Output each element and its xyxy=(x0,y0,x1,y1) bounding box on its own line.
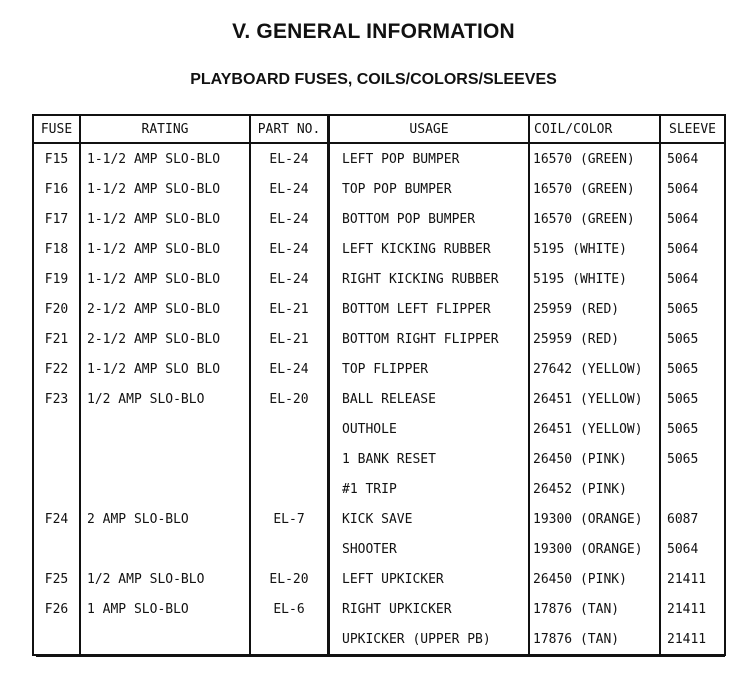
cell-part-no: EL-6 xyxy=(251,594,330,624)
cell-usage: OUTHOLE xyxy=(330,414,530,444)
cell-usage: LEFT KICKING RUBBER xyxy=(330,234,530,264)
table-row xyxy=(34,624,724,654)
cell-coil-color: 26451 (YELLOW) xyxy=(530,384,661,414)
table-row xyxy=(34,174,724,204)
cell-usage: BOTTOM RIGHT FLIPPER xyxy=(330,324,530,354)
cell-coil-color: 17876 (TAN) xyxy=(530,624,661,654)
cell-fuse: F15 xyxy=(34,144,81,174)
table-row xyxy=(34,294,724,324)
cell-sleeve: 21411 xyxy=(667,571,707,587)
cell-rating xyxy=(81,414,251,444)
cell-part-no xyxy=(251,414,330,444)
cell-usage: LEFT POP BUMPER xyxy=(330,144,530,174)
cell-part-no xyxy=(251,534,330,564)
header-rating: RATING xyxy=(81,116,251,144)
cell-usage: 1 BANK RESET xyxy=(330,444,530,474)
cell-fuse xyxy=(34,474,81,504)
cell-rating: 1/2 AMP SLO-BLO xyxy=(81,384,251,414)
cell-part-no xyxy=(251,444,330,474)
cell-sleeve: 5065 xyxy=(667,391,699,407)
header-part-no: PART NO. xyxy=(251,116,330,144)
cell-sleeve: 5065 xyxy=(667,451,699,467)
cell-coil-color: 16570 (GREEN) xyxy=(530,144,661,174)
cell-part-no: EL-24 xyxy=(251,144,330,174)
cell-fuse: F22 xyxy=(34,354,81,384)
cell-sleeve: 5064 xyxy=(667,271,699,287)
cell-rating xyxy=(81,444,251,474)
table-row xyxy=(34,144,724,174)
cell-part-no xyxy=(251,624,330,654)
cell-rating xyxy=(81,474,251,504)
table-row xyxy=(34,414,724,444)
cell-coil-color: 27642 (YELLOW) xyxy=(530,354,661,384)
cell-coil-color: 5195 (WHITE) xyxy=(530,234,661,264)
fuse-table-container xyxy=(32,114,722,654)
cell-coil-color: 17876 (TAN) xyxy=(530,594,661,624)
header-usage: USAGE xyxy=(330,116,530,144)
table-row xyxy=(34,504,724,534)
header-fuse: FUSE xyxy=(34,116,81,144)
cell-coil-color: 26452 (PINK) xyxy=(530,474,661,504)
cell-part-no: EL-21 xyxy=(251,294,330,324)
cell-fuse: F26 xyxy=(34,594,81,624)
cell-part-no: EL-21 xyxy=(251,324,330,354)
cell-sleeve xyxy=(661,474,724,504)
cell-part-no: EL-7 xyxy=(251,504,330,534)
table-row xyxy=(34,384,724,414)
cell-fuse xyxy=(34,624,81,654)
cell-part-no: EL-24 xyxy=(251,174,330,204)
cell-sleeve: 21411 xyxy=(667,631,707,647)
cell-rating: 1 AMP SLO-BLO xyxy=(81,594,251,624)
header-sleeve: SLEEVE xyxy=(661,116,724,144)
cell-coil-color: 19300 (ORANGE) xyxy=(530,534,661,564)
cell-coil-color: 26450 (PINK) xyxy=(530,564,661,594)
cell-rating xyxy=(81,534,251,564)
cell-rating: 1-1/2 AMP SLO-BLO xyxy=(81,234,251,264)
cell-fuse: F25 xyxy=(34,564,81,594)
cell-fuse: F23 xyxy=(34,384,81,414)
cell-usage: LEFT UPKICKER xyxy=(330,564,530,594)
cell-sleeve: 5065 xyxy=(667,301,699,317)
cell-rating: 1-1/2 AMP SLO-BLO xyxy=(81,174,251,204)
table-row xyxy=(34,594,724,624)
cell-sleeve: 5064 xyxy=(667,151,699,167)
cell-rating: 2-1/2 AMP SLO-BLO xyxy=(81,324,251,354)
cell-part-no: EL-24 xyxy=(251,234,330,264)
header-coil-color: COIL/COLOR xyxy=(530,116,661,144)
cell-usage: BALL RELEASE xyxy=(330,384,530,414)
table-row xyxy=(34,204,724,234)
cell-fuse: F21 xyxy=(34,324,81,354)
cell-coil-color: 16570 (GREEN) xyxy=(530,174,661,204)
cell-sleeve: 5064 xyxy=(667,541,699,557)
cell-usage: RIGHT KICKING RUBBER xyxy=(330,264,530,294)
cell-usage: TOP POP BUMPER xyxy=(330,174,530,204)
cell-coil-color: 16570 (GREEN) xyxy=(530,204,661,234)
cell-fuse xyxy=(34,414,81,444)
cell-fuse: F17 xyxy=(34,204,81,234)
table-header-row xyxy=(34,116,724,144)
cell-fuse: F16 xyxy=(34,174,81,204)
table-row xyxy=(34,564,724,594)
table-row xyxy=(34,444,724,474)
cell-sleeve: 5064 xyxy=(667,211,699,227)
cell-part-no: EL-24 xyxy=(251,264,330,294)
fuse-table xyxy=(32,114,726,656)
cell-sleeve: 5065 xyxy=(667,421,699,437)
cell-usage: RIGHT UPKICKER xyxy=(330,594,530,624)
cell-coil-color: 25959 (RED) xyxy=(530,324,661,354)
cell-coil-color: 25959 (RED) xyxy=(530,294,661,324)
cell-fuse: F20 xyxy=(34,294,81,324)
cell-coil-color: 26451 (YELLOW) xyxy=(530,414,661,444)
cell-rating: 2-1/2 AMP SLO-BLO xyxy=(81,294,251,324)
page-title: V. GENERAL INFORMATION xyxy=(232,20,515,43)
cell-sleeve: 5064 xyxy=(667,241,699,257)
cell-usage: SHOOTER xyxy=(330,534,530,564)
table-row xyxy=(34,474,724,504)
cell-fuse: F19 xyxy=(34,264,81,294)
cell-fuse: F18 xyxy=(34,234,81,264)
cell-usage: #1 TRIP xyxy=(330,474,530,504)
cell-fuse: F24 xyxy=(34,504,81,534)
cell-rating: 1-1/2 AMP SLO BLO xyxy=(81,354,251,384)
cell-sleeve: 21411 xyxy=(667,601,707,617)
cell-usage: KICK SAVE xyxy=(330,504,530,534)
cell-usage: BOTTOM LEFT FLIPPER xyxy=(330,294,530,324)
cell-part-no: EL-24 xyxy=(251,354,330,384)
cell-part-no xyxy=(251,474,330,504)
cell-part-no: EL-20 xyxy=(251,564,330,594)
section-subtitle: PLAYBOARD FUSES, COILS/COLORS/SLEEVES xyxy=(190,71,557,88)
cell-rating: 1/2 AMP SLO-BLO xyxy=(81,564,251,594)
cell-usage: TOP FLIPPER xyxy=(330,354,530,384)
cell-sleeve: 6087 xyxy=(667,511,699,527)
cell-usage: UPKICKER (UPPER PB) xyxy=(330,624,530,654)
cell-sleeve: 5064 xyxy=(667,181,699,197)
table-row xyxy=(34,354,724,384)
cell-rating: 1-1/2 AMP SLO-BLO xyxy=(81,144,251,174)
cell-sleeve: 5065 xyxy=(667,331,699,347)
cell-usage: BOTTOM POP BUMPER xyxy=(330,204,530,234)
cell-coil-color: 19300 (ORANGE) xyxy=(530,504,661,534)
cell-rating: 2 AMP SLO-BLO xyxy=(81,504,251,534)
cell-sleeve: 5065 xyxy=(667,361,699,377)
cell-part-no: EL-20 xyxy=(251,384,330,414)
cell-rating: 1-1/2 AMP SLO-BLO xyxy=(81,204,251,234)
cell-coil-color: 5195 (WHITE) xyxy=(530,264,661,294)
table-row xyxy=(34,324,724,354)
cell-rating: 1-1/2 AMP SLO-BLO xyxy=(81,264,251,294)
table-row xyxy=(34,264,724,294)
cell-part-no: EL-24 xyxy=(251,204,330,234)
table-row xyxy=(34,534,724,564)
cell-fuse xyxy=(34,444,81,474)
cell-rating xyxy=(81,624,251,654)
cell-fuse xyxy=(34,534,81,564)
table-row xyxy=(34,234,724,264)
cell-coil-color: 26450 (PINK) xyxy=(530,444,661,474)
